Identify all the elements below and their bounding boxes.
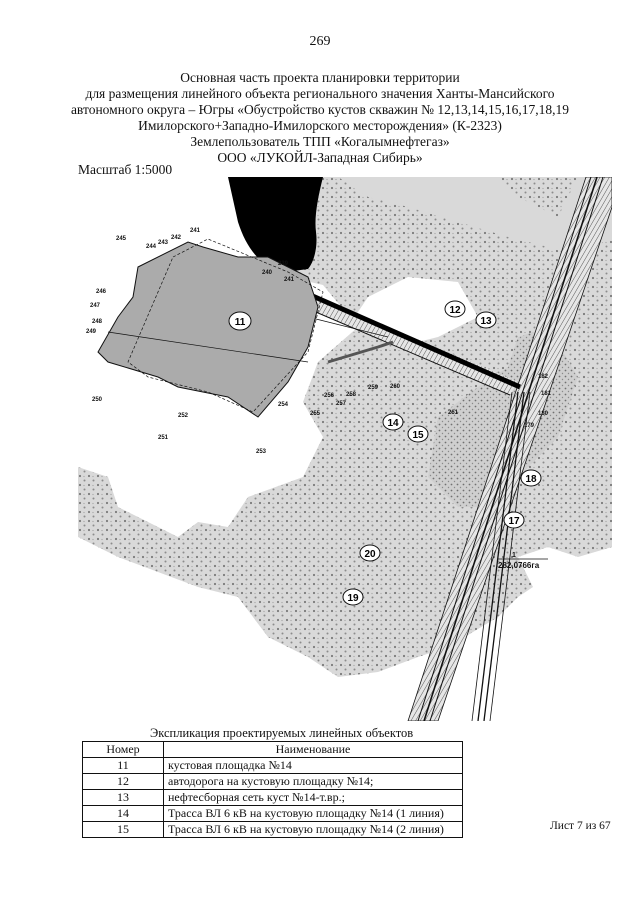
- object-label-13: [476, 312, 496, 328]
- table-row: [83, 774, 463, 790]
- point-label: 242: [171, 235, 182, 241]
- title-line: ООО «ЛУКОЙЛ-Западная Сибирь»: [217, 150, 423, 165]
- table-row: [83, 790, 463, 806]
- point-label: 254: [278, 402, 289, 408]
- svg-text:1: 1: [512, 552, 516, 559]
- column-header: Наименование: [164, 742, 463, 758]
- point-label: 255: [310, 411, 321, 417]
- title-line: Основная часть проекта планировки территории: [180, 70, 460, 85]
- point-label: 256: [324, 393, 335, 399]
- table-row: [83, 806, 463, 822]
- scale-label: Масштаб 1:5000: [78, 162, 173, 177]
- svg-text:282,0766га: 282,0766га: [498, 561, 540, 570]
- title-line: Землепользователь ТПП «Когалымнефтегаз»: [190, 134, 450, 149]
- point-label: 257: [336, 401, 347, 407]
- svg-text:18: 18: [525, 474, 537, 485]
- svg-text:17: 17: [508, 516, 520, 527]
- object-label-20: [360, 545, 380, 561]
- document-title: [60, 70, 580, 166]
- svg-text:15: 15: [412, 430, 424, 441]
- explication-table: [82, 741, 463, 838]
- object-label-18: [521, 470, 541, 486]
- point-label: 261: [448, 410, 459, 416]
- point-label: 179: [524, 423, 535, 429]
- object-label-15: [408, 426, 428, 442]
- point-label: 248: [92, 319, 103, 325]
- svg-text:20: 20: [364, 549, 376, 560]
- point-label: 244: [146, 244, 157, 250]
- explication-caption: Экспликация проектируемых линейных объектов: [150, 726, 414, 740]
- row-number: 13: [83, 790, 164, 806]
- object-label-19: [343, 589, 363, 605]
- sheet-label: Лист 7 из 67: [550, 820, 611, 832]
- point-label: 246: [96, 289, 107, 295]
- row-name: Трасса ВЛ 6 кВ на кустовую площадку №14 (1 линия): [164, 806, 463, 822]
- svg-text:14: 14: [387, 418, 399, 429]
- planning-map: [78, 177, 612, 721]
- point-label: 258: [346, 392, 357, 398]
- table-header-row: [83, 742, 463, 758]
- title-line: Имилорского+Западно-Имилорского месторождения» (К-2323): [138, 118, 502, 133]
- map-svg: [78, 177, 612, 721]
- svg-text:11: 11: [234, 317, 246, 328]
- row-name: Трасса ВЛ 6 кВ на кустовую площадку №14 (2 линия): [164, 822, 463, 838]
- point-label: 252: [178, 413, 189, 419]
- row-name: автодорога на кустовую площадку №14;: [164, 774, 463, 790]
- column-header: Номер: [83, 742, 164, 758]
- object-label-11: [229, 312, 251, 330]
- row-number: 12: [83, 774, 164, 790]
- point-label: 182: [538, 374, 549, 380]
- row-number: 11: [83, 758, 164, 774]
- point-label: 253: [256, 449, 267, 455]
- point-label: 249: [86, 329, 97, 335]
- svg-text:12: 12: [449, 305, 461, 316]
- title-line: автономного округа – Югры «Обустройство кустов скважин № 12,13,14,15,16,17,18,19: [70, 102, 570, 117]
- point-label: 180: [538, 411, 549, 417]
- point-label: 260: [390, 384, 401, 390]
- point-label: 247: [90, 303, 101, 309]
- point-label: 241: [284, 277, 295, 283]
- svg-text:19: 19: [347, 593, 359, 604]
- svg-text:13: 13: [480, 316, 492, 327]
- row-name: кустовая площадка №14: [164, 758, 463, 774]
- point-label: 240: [262, 270, 273, 276]
- point-label: 241: [190, 228, 201, 234]
- point-label: 239: [278, 261, 289, 267]
- table-row: [83, 758, 463, 774]
- object-label-17: [504, 512, 524, 528]
- object-label-14: [383, 414, 403, 430]
- row-number: 14: [83, 806, 164, 822]
- point-label: 259: [368, 385, 379, 391]
- title-line: для размещения линейного объекта регионального значения Ханты-Мансийского: [85, 86, 555, 101]
- page-number: 269: [309, 34, 331, 49]
- point-label: 250: [92, 397, 103, 403]
- row-number: 15: [83, 822, 164, 838]
- table-row: [83, 822, 463, 838]
- point-label: 181: [541, 391, 552, 397]
- point-label: 245: [116, 236, 127, 242]
- row-name: нефтесборная сеть куст №14-т.вр.;: [164, 790, 463, 806]
- point-label: 251: [158, 435, 169, 441]
- point-label: 243: [158, 240, 169, 246]
- object-label-12: [445, 301, 465, 317]
